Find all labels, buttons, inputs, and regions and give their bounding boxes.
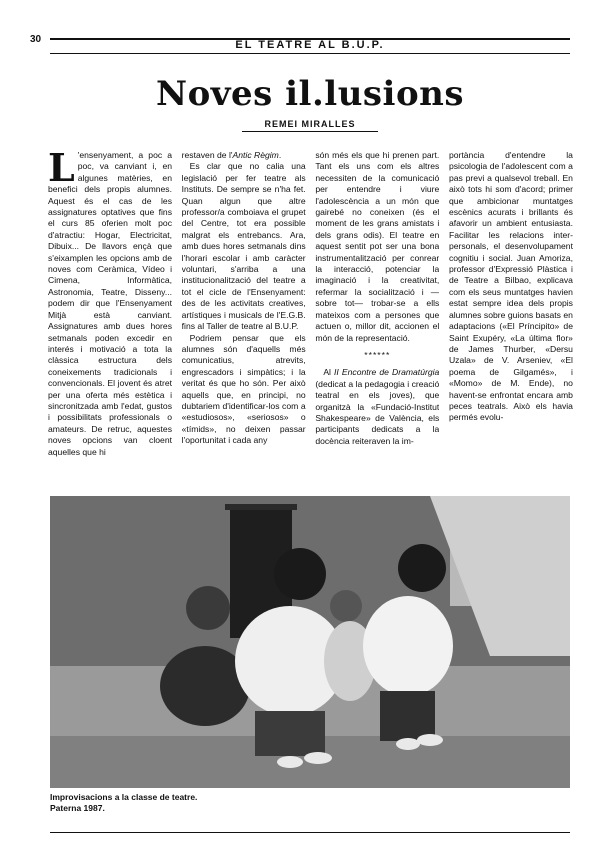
- paragraph-text: Al: [323, 367, 335, 378]
- paragraph: Podriem pensar que els alumnes són d'aquells més comunicatius, atrevits, engrescadors i simpàtics; i la veritat és que ho són. Per això aquells que, en principi, no dubtariem d'identificar-los com a «estudiosos», «seriosos» o «tímids», no deixen passar l'oportunitat i cada any: [181, 332, 306, 446]
- photo-shoe: [417, 734, 443, 746]
- photo-person-4-legs: [380, 691, 435, 741]
- column-3: [315, 150, 439, 492]
- paragraph-text: (dedicat a la pedagogia i creació teatral en els joves), que organitzà la «Fundació-Institut Shakespeare» de València, els participants dedicats a la docència reiteraven la im-: [315, 378, 440, 446]
- photo-person-3-head: [330, 590, 362, 622]
- paragraph: [182, 150, 306, 161]
- section-title: EL TEATRE AL B.U.P.: [235, 39, 385, 51]
- photo-door-frame: [225, 504, 297, 510]
- column-1: [48, 150, 172, 492]
- section-separator: ******: [364, 349, 391, 360]
- paragraph: Es clar que no calia una legislació per fer teatre als Instituts. De sempre se n'ha fet. Quan algun que altre professor/a comboiava el grupet del Centre, tot era possible malgrat els entrebancs. Ara, amb dues hores setmanals dins l'horari escolar i amb caràcter voluntari, s'arriba a una institucionalització del teatre a tot el cicle de l'Ensenyament: des de les activitats creatives, artístiques i musicals de l'E.G.B. fins al Taller de teatre al B.U.P.: [181, 161, 306, 332]
- drop-cap: L: [48, 150, 75, 190]
- header-bottom-rule: [50, 53, 570, 54]
- byline-underline: [242, 131, 378, 132]
- italic-title: Antic Règim: [232, 150, 279, 160]
- caption-line-1: Improvisacions a la classe de teatre.: [50, 792, 198, 802]
- page-number: 30: [30, 34, 42, 45]
- author-byline: REMEI MIRALLES: [264, 119, 356, 129]
- photo-caption: [50, 792, 570, 814]
- paragraph-text: .: [278, 150, 282, 160]
- column-2: [182, 150, 306, 492]
- paragraph: són més els que hi prenen part. Tant els uns com els altres necessiten de la comunicació per entendre i viure l'adolescència a un món que gairebé no coneixen (és el moment de les grans amistats i dels grans odis). El teatre en aquest sentit pot ser una bona instrumentalització per conrear la interacció, potenciar la imaginació i la creativitat, refermar la socialització i —sobre tot— trobar-se a ells mateixos com a persones que actuen o, millor dit, accionen el món de la representació.: [315, 150, 440, 343]
- photo-person-1-head: [186, 586, 230, 630]
- photo-shoe: [277, 756, 303, 768]
- paragraph: [315, 367, 439, 447]
- article-body: [48, 150, 573, 492]
- photo-illustration: [50, 496, 570, 788]
- photo-person-2-head: [274, 548, 326, 600]
- photo-shoe: [304, 752, 332, 764]
- paragraph: portància d'entendre la psicologia de l'adolescent com a pas previ a qualsevol treball. En això tots hi som d'acord; primer que ambicionar muntatges escènics acurats i brillants és afavorir un ambient entusiasta. Facilitar les relacions inter-personals, el desenvolupament cognitiu i social. Juan Amoriza, professor d'Expressió Plàstica i de Teatre a Bilbao, explicava com els seus muntatges havien estat sempre idea dels propis alumnes sobre guions basats en adaptacions («El Príncipito» de Saint Exupéry, «La última flor» de James Thurber, «Dersu Uzala» de V. Arseniev, «El poema de Gilgamés», i «Momo» de M. Ende), no havent-se enfrontat encara amb peces teatrals. Això els havia permés evolu-: [448, 150, 573, 423]
- paragraph-text: 'ensenyament, a poc a poc, va canviant i, en algunes matèries, en benefici dels propis alumnes. Aquest és el cas de les assignatures optatives que fins el curs 85 oferien molt poc d'atractiu: Hogar, Electricitat, Dibuix... De llavors ençà que s'eixamplen les opcions amb de noves com Ceràmica, Vídeo i Cimena, Informàtica, Astronomia, Teatre, Disseny... podem dir que l'Ensenyament Mitjà està canviant. Assignatures amb dues hores setmanals poden excedir en interés i motivació a tota la clàssica estructura dels coneixements tradicionals i convencionals. El jovent és atret per una oferta més estètica i sincronitzada amb l'edat, gustos i possibilitats professionals o amateurs. De retruc, aquestes noves opcions van cloent aquelles que hi: [48, 150, 172, 457]
- paragraph: [48, 150, 172, 458]
- photo-shoe: [396, 738, 420, 750]
- photo-person-2-legs: [255, 711, 325, 756]
- article-title: Noves il.lusions: [155, 74, 465, 114]
- italic-title: II Encontre de Dramatúrgia: [334, 367, 440, 378]
- article-photo: [50, 496, 570, 788]
- photo-person-4-body: [363, 596, 453, 696]
- footer-rule: [50, 832, 570, 833]
- paragraph-text: restaven de l': [181, 150, 233, 160]
- column-4: [449, 150, 573, 492]
- caption-line-2: Paterna 1987.: [50, 803, 105, 813]
- photo-person-4-head: [398, 544, 446, 592]
